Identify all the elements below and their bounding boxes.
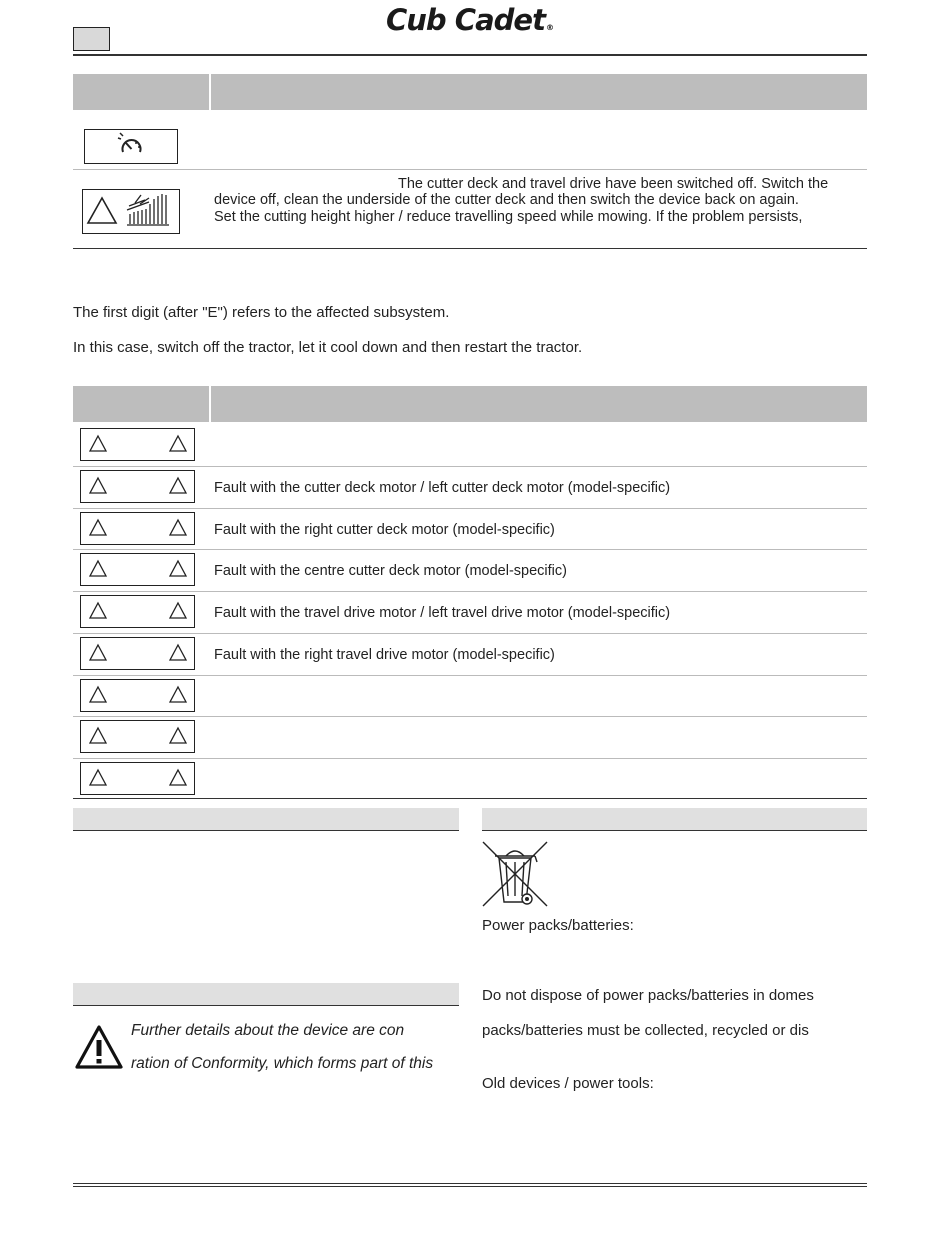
power-packs-label: Power packs/batteries: [482,917,634,934]
old-devices-label: Old devices / power tools: [482,1075,654,1092]
brand-logo: Cub Cadet® [386,3,553,37]
table1-row2-line2: device off, clean the underside of the cutter deck and then switch the device back on again. [214,192,799,208]
warning-triangle-icon [81,763,194,794]
table1-bottom-rule [73,248,867,249]
table2-row-divider [73,549,867,550]
error-code-icon-box [80,428,195,461]
error-code-description: Fault with the cutter deck motor / left cutter deck motor (model-specific) [214,480,671,496]
table2-header [73,386,867,422]
table2-row-divider [73,633,867,634]
paragraph-subsystem: The first digit (after "E") refers to the affected subsystem. [73,304,450,321]
table2-row-divider [73,675,867,676]
disposal-line2: packs/batteries must be collected, recycled or dis [482,1022,809,1039]
footer-rule-2 [73,1186,867,1187]
error-code-icon-box [80,679,195,712]
table1-row2-line3: Set the cutting height higher / reduce travelling speed while mowing. If the problem persists, [214,209,803,225]
error-code-icon-box [80,720,195,753]
left-section-header-1 [73,808,459,830]
warning-grass-icon-box [82,189,180,234]
error-code-description: Fault with the centre cutter deck motor (model-specific) [214,563,567,579]
warning-triangle-icon [81,721,194,752]
table2-row-divider [73,716,867,717]
warning-triangle-icon [81,513,194,544]
warning-triangle-icon [74,1024,124,1070]
error-code-icon-box [80,595,195,628]
error-code-icon-box [80,470,195,503]
table2-bottom-rule [73,798,867,799]
warning-grass-icon [83,190,179,233]
error-code-description: Fault with the right travel drive motor (model-specific) [214,647,555,663]
speedometer-icon-box [84,129,178,164]
table1-row-divider [73,169,867,170]
error-code-icon-box [80,512,195,545]
warning-triangle-icon [81,471,194,502]
table2-row-divider [73,758,867,759]
error-code-description: Fault with the right cutter deck motor (model-specific) [214,522,555,538]
warning-triangle-icon [81,429,194,460]
paragraph-cool-down: In this case, switch off the tractor, let it cool down and then restart the tractor. [73,339,583,356]
right-section-header [482,808,867,830]
error-code-icon-box [80,637,195,670]
disposal-line1: Do not dispose of power packs/batteries in domes [482,987,814,1004]
table2-row-divider [73,508,867,509]
warning-triangle-icon [81,638,194,669]
error-code-description: Fault with the travel drive motor / left travel drive motor (model-specific) [214,605,671,621]
speedometer-icon [85,130,177,163]
footer-rule-1 [73,1183,867,1184]
page-number-box [73,27,110,51]
error-code-icon-box [80,553,195,586]
conformity-line2: ration of Conformity, which forms part of this [131,1055,434,1072]
conformity-line1: Further details about the device are con [131,1022,405,1039]
error-code-icon-box [80,762,195,795]
crossed-out-bin-icon [480,840,552,910]
table2-row-divider [73,591,867,592]
table1-row2-line1: The cutter deck and travel drive have been switched off. Switch the [398,176,829,192]
warning-triangle-icon [81,554,194,585]
warning-triangle-icon [81,680,194,711]
table1-header [73,74,867,110]
header-rule [73,54,867,56]
warning-triangle-icon [81,596,194,627]
left-section-header-2 [73,983,459,1005]
table2-row-divider [73,466,867,467]
